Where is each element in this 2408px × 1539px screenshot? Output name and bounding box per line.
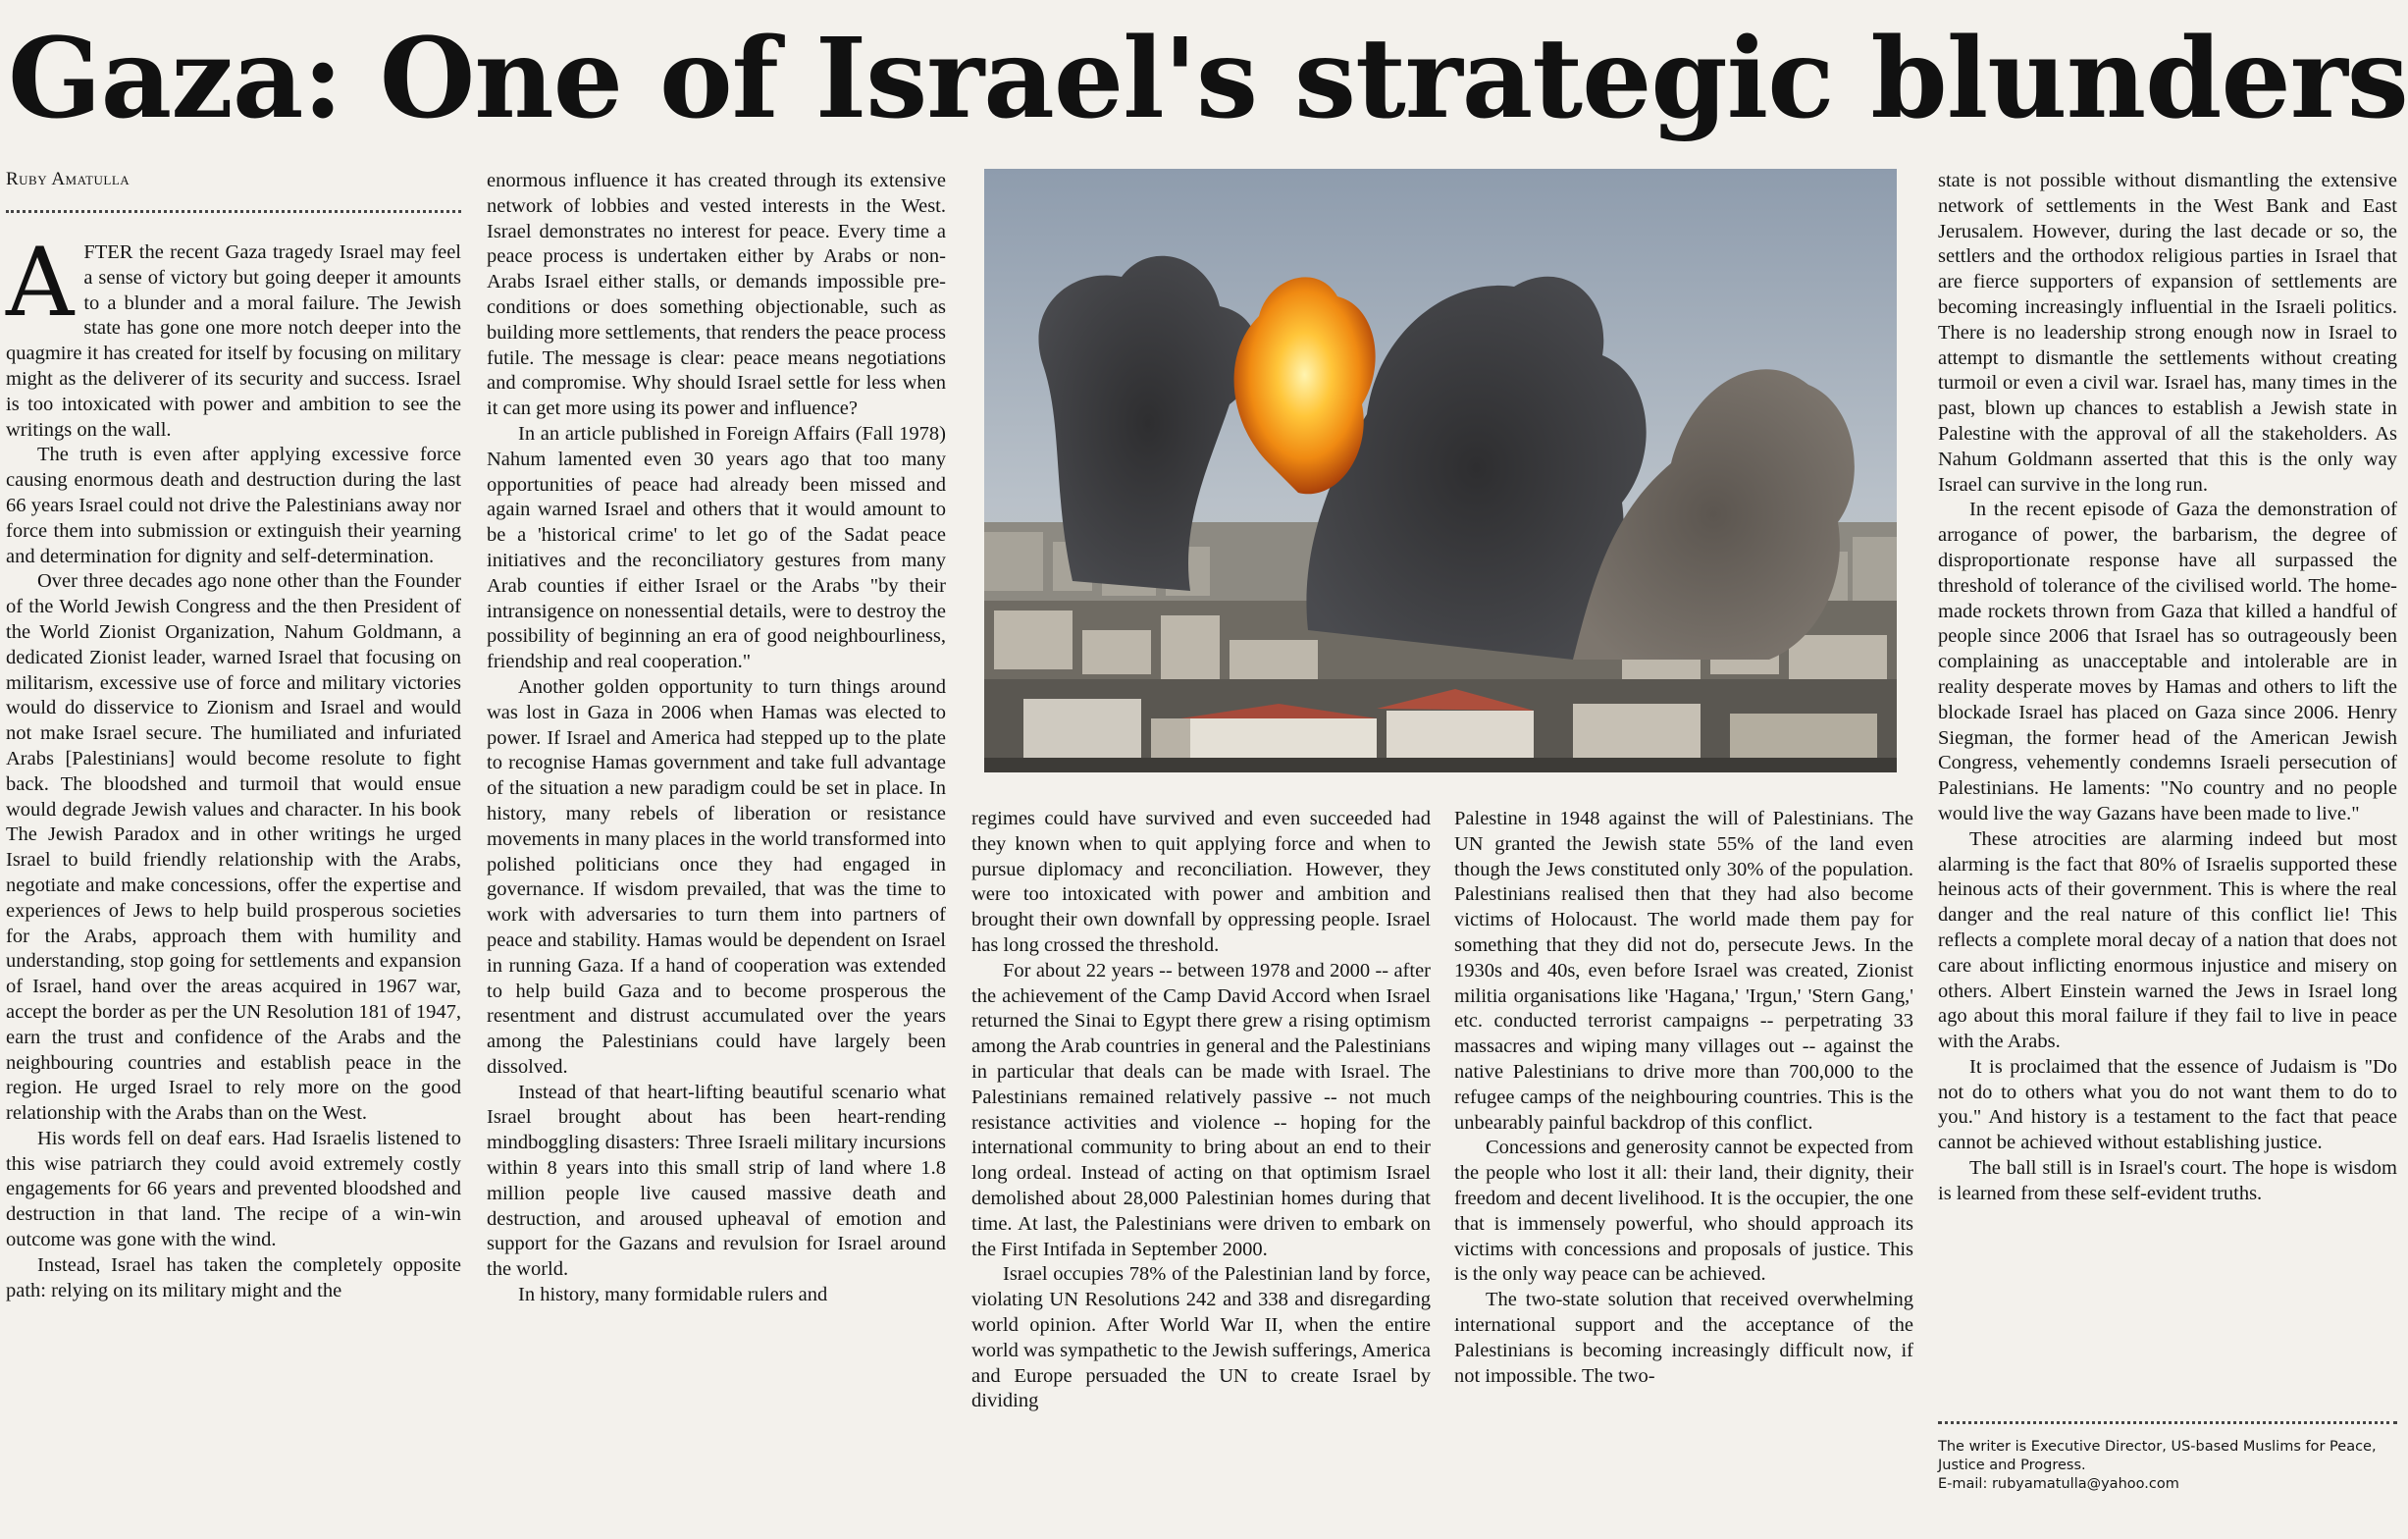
article-paragraph: regimes could have survived and even succeeded had they known when to quit applying force and when to pursue diplomacy and reconciliation. However, they were too intoxicated with power and ambition and brought their own downfall by oppressing people. Israel has long crossed the threshold. xyxy=(971,808,1431,956)
article-paragraph: enormous influence it has created through its extensive network of lobbies and vested interests in the West. Israel demonstrates no interest for peace. Every time a peace process is undertaken either by Arabs or non-Arabs Israel either stalls, or demands impossible pre-conditions or does something objectionable, such as building more settlements, that renders the peace process futile. The message is clear: peace means negotiations and compromise. Why should Israel settle for less when it can get more using its power and influence? xyxy=(487,170,946,420)
drop-cap: A xyxy=(6,228,75,338)
author-description: The writer is Executive Director, US-based Muslims for Peace, Justice and Progress. xyxy=(1938,1439,2377,1473)
article-paragraph: For about 22 years -- between 1978 and 2000 -- after the achievement of the Camp David Accord when Israel returned the Sinai to Egypt there grew a rising optimism among the Arab countries in general and the Palestinians in particular that deals can be made with Israel. The Palestinians remained relatively passive -- not much resistance activities and violence -- hoping for the international community to bring about an end to their long ordeal. Instead of acting on that optimism Israel demolished about 28,000 Palestinian homes during that time. At last, the Palestinians were driven to embark on the First Intifada in September 2000. xyxy=(971,959,1431,1260)
explosion-photo xyxy=(984,169,1897,772)
author-email: E-mail: rubyamatulla@yahoo.com xyxy=(1938,1476,2179,1492)
article-paragraph: Over three decades ago none other than the Founder of the World Jewish Congress and the then President of the World Zionist Organization, Nahum Goldmann, a dedicated Zionist leader, warned Israel that focusing on militarism, excessive use of force and military victories would do disservice to Zionism and Israel and would not make Israel secure. The humiliated and infuriated Arabs [Palestinians] would become resolute to fight back. The bloodshed and turmoil that would ensue would degrade Jewish values and character. In his book The Jewish Paradox and in other writings he urged Israel to build friendly relationship with the Arabs, negotiate and make concessions, offer the expertise and experiences of Jews to help build prosperous societies for the Arabs, approach them with humility and understanding, stop going for settlements and expansion of Israel, hand over the areas acquired in 1967 war, accept the border as per the UN Resolution 181 of 1947, earn the trust and confidence of the Arabs and the neighbouring countries and establish peace in the region. He urged Israel to rely more on the good relationship with the Arabs than on the West. xyxy=(6,570,461,1125)
article-paragraph: AFTER the recent Gaza tragedy Israel may feel a sense of victory but going deeper it amounts to a blunder and a moral failure. The Jewish state has gone one more notch deeper into the quagmire it has created for itself by focusing on military might as the deliverer of its security and success. Israel is too intoxicated with power and ambition to see the writings on the wall. xyxy=(6,228,461,441)
article-paragraph: His words fell on deaf ears. Had Israelis listened to this wise patriarch they could avoid extremely costly engagements for 66 years and prevented bloodshed and destruction in that land. The recipe of a win-win outcome was gone with the wind. xyxy=(6,1127,461,1251)
article-column-3 xyxy=(971,807,1431,1513)
article-column-2-lower xyxy=(487,785,946,1512)
article-column-2 xyxy=(487,169,946,1306)
article-column-4 xyxy=(1454,807,1913,1513)
article-paragraph: The two-state solution that received overwhelming international support and the acceptance of the Palestinians is becoming increasingly difficult now, if not impossible. The two- xyxy=(1454,1289,1913,1387)
article-paragraph: Israel occupies 78% of the Palestinian land by force, violating UN Resolutions 242 and 338 and disregarding world opinion. After World War II, when the entire world was sympathetic to the Jewish sufferings, America and Europe persuaded the UN to create Israel by dividing xyxy=(971,1263,1431,1412)
article-paragraph: Palestine in 1948 against the will of Palestinians. The UN granted the Jewish state 55% of the land even though the Jews constituted only 30% of the population. Palestinians realised then that they had also become victims of Holocaust. The world made them pay for something that they did not do, persecute Jews. In the 1930s and 40s, even before Israel was created, Zionist militia organisations like 'Hagana,' 'Irgun,' 'Stern Gang,' etc. conducted terrorist campaigns -- perpetrating 33 massacres and wiping many villages out -- against the native Palestinians to drive more than 700,000 to the refugee camps of the neighbouring countries. This is the unbearably painful backdrop of this conflict. xyxy=(1454,808,1913,1134)
author-footnote xyxy=(1938,1438,2399,1494)
article-column-1 xyxy=(6,228,461,1516)
article-paragraph: The truth is even after applying excessive force causing enormous death and destruction during the last 66 years Israel could not drive the Palestinians away nor force them into submission or extinguish their yearning and determination for dignity and self-determination. xyxy=(6,444,461,567)
article-paragraph: In an article published in Foreign Affairs (Fall 1978) Nahum lamented even 30 years ago that too many opportunities of peace had already been missed and again warned Israel and others that it would amount to be a 'historical crime' to let go of the Sadat peace initiatives and the reconciliatory gestures from many Arab counties if either Israel or the Arabs "by their intransigence on nonessential details, were to destroy the possibility of beginning an era of good neighbourliness, friendship and real cooperation." xyxy=(487,422,946,673)
article-paragraph: The ball still is in Israel's court. The hope is wisdom is learned from these self-evident truths. xyxy=(1938,1157,2397,1204)
article-paragraph: In the recent episode of Gaza the demonstration of arrogance of power, the barbarism, the degree of disproportionate response have all surpassed the threshold of tolerance of the civilised world. The home-made rockets thrown from Gaza that killed a handful of people since 2006 that Israel has so outrageously been complaining as unacceptable and intolerable are in reality desperate moves by Hamas and others to lift the blockade Israel has placed on Gaza since 2006. Henry Siegman, the former head of the American Jewish Congress, vehemently condemns Israeli persecution of Palestinians. He laments: "No country and no people would live the way Gazans have been made to live." xyxy=(1938,499,2397,824)
article-paragraph: Instead of that heart-lifting beautiful scenario what Israel brought about has been heart-rending mindboggling disasters: Three Israeli military incursions within 8 years into this small strip of land where 1.8 million people live caused massive death and destruction, and aroused upheaval of emotion and support for the Gazans and revulsion for Israel around the world. xyxy=(487,1081,946,1281)
article-paragraph: Instead, Israel has taken the completely opposite path: relying on its military might and the xyxy=(6,1253,461,1301)
byline-divider xyxy=(6,210,461,213)
article-paragraph: Concessions and generosity cannot be expected from the people who lost it all: their land, their dignity, their freedom and decent livelihood. It is the occupier, the one that is immensely powerful, who should approach its victims with concessions and proposals of justice. This is the only way peace can be achieved. xyxy=(1454,1137,1913,1286)
article-column-5 xyxy=(1938,169,2397,1396)
article-paragraph: In history, many formidable rulers and xyxy=(518,1284,828,1306)
byline: Ruby Amatulla xyxy=(6,169,131,189)
article-paragraph: state is not possible without dismantling the extensive network of settlements in the West Bank and East Jerusalem. However, during the last decade or so, the settlers and the orthodox religious parties in Israel that are fierce supporters of expansion of settlements are becoming increasingly influential in the Israeli politics. There is no leadership strong enough now in Israel to attempt to dismantle the settlements without creating turmoil or even a civil war. Israel has, many times in the past, blown up chances to establish a Jewish state in Palestine with the approval of all the stakeholders. As Nahum Goldmann asserted that this is the only way Israel can survive in the long run. xyxy=(1938,170,2397,496)
article-paragraph: It is proclaimed that the essence of Judaism is "Do not do to others what you do not want them to do to you." And history is a testament to the fact that peace cannot be achieved without establishing justice. xyxy=(1938,1055,2397,1154)
article-paragraph: These atrocities are alarming indeed but most alarming is the fact that 80% of Israelis supported these heinous acts of their government. This is where the real danger and the real nature of this conflict lie! This reflects a complete moral decay of a nation that does not care about inflicting enormous injustice and misery on others. Albert Einstein warned the Jews in Israel long ago about this moral failure if they fail to live in peace with the Arabs. xyxy=(1938,827,2397,1053)
article-paragraph: Another golden opportunity to turn things around was lost in Gaza in 2006 when Hamas was elected to power. If Israel and America had stepped up to the plate to recognise Hamas government and take full advantage of the situation a new paradigm could be set in place. In history, many rebels of liberation or resistance movements in many places in the world transformed into polished politicians once they had engaged in governance. If wisdom prevailed, that was the time to work with adversaries to turn them into partners of peace and stability. Hamas would be dependent on Israel in running Gaza. If a hand of cooperation was extended to help build Gaza and to become prosperous the resentment and distrust accumulated over the years among the Palestinians could have largely been dissolved. xyxy=(487,675,946,1078)
footnote-divider xyxy=(1938,1421,2397,1424)
headline: Gaza: One of Israel's strategic blunders xyxy=(8,15,2408,143)
gaza-airstrike-image xyxy=(984,169,1897,772)
